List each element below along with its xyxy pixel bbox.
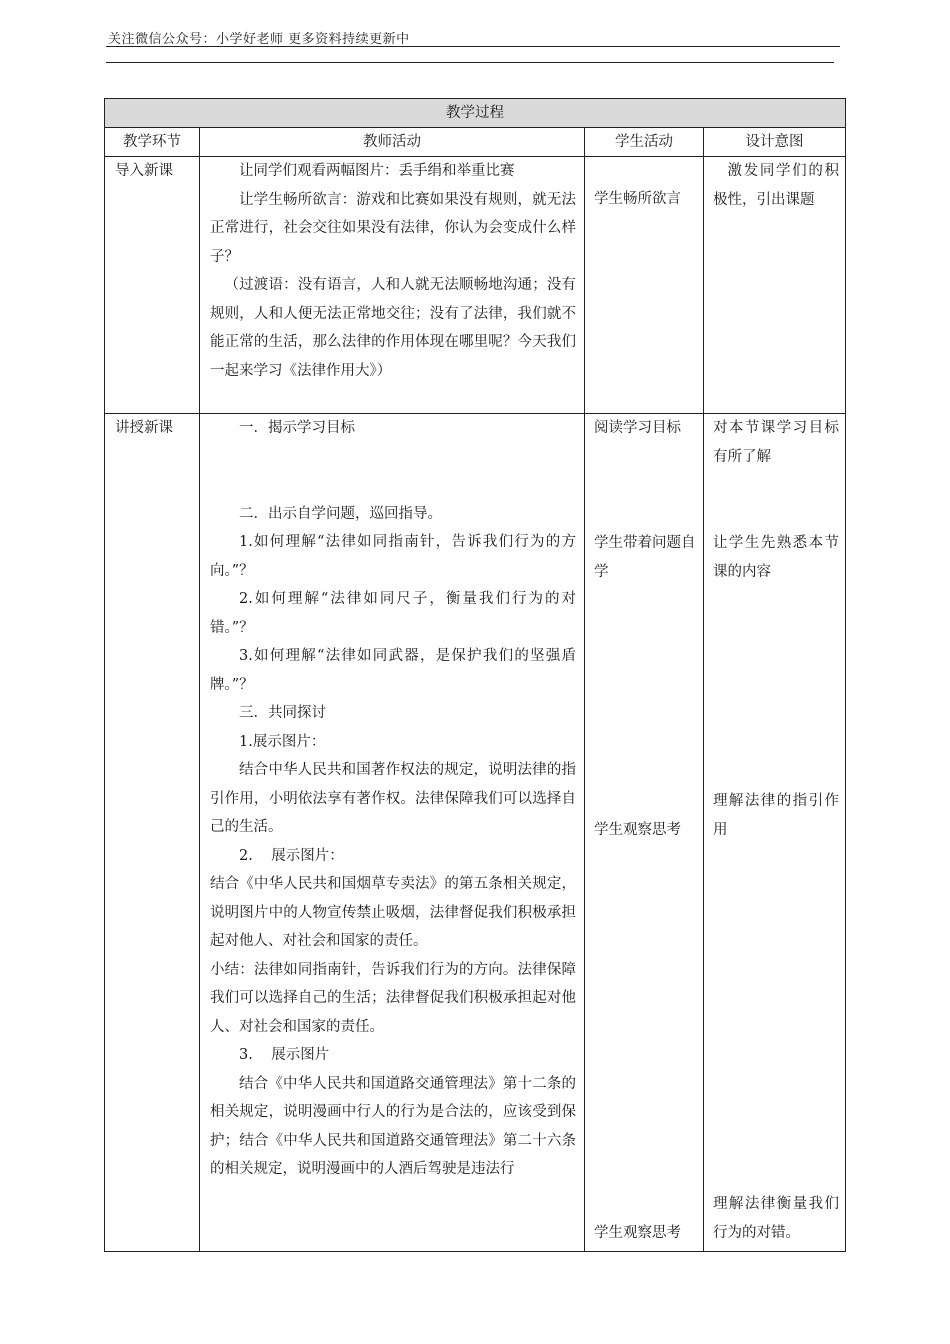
col-header-teacher: 教师活动: [363, 134, 421, 150]
student-cell-self-study: 学生带着问题自学: [594, 535, 696, 580]
intent-cell-guide: 理解法律的指引作用: [713, 793, 839, 838]
teacher-text: 结合《中华人民共和国道路交通管理法》第十二条的相关规定，说明漫画中行人的行为是合法的，应该受到保护；结合《中华人民共和国道路交通管理法》第二十六条的相关规定，说明漫画中的人酒后驾驶是违法行: [210, 1075, 576, 1177]
stage-cell-intro: 导入新课: [115, 163, 173, 179]
header-rule-top: [106, 46, 840, 47]
teaching-process-table: [104, 98, 846, 1252]
teacher-text: 1.展示图片：: [239, 733, 326, 750]
student-cell-observe-2: 学生观察思考: [594, 1225, 681, 1241]
teacher-text: （过渡语：没有语言，人和人就无法顺畅地沟通；没有规则，人和人便无法正常地交往；没有了法律，我们就不能正常的生活，那么法律的作用体现在哪里呢？今天我们一起来学习《法律作用大》）: [210, 277, 576, 379]
teacher-text: 结合《中华人民共和国烟草专卖法》的第五条相关规定，说明图片中的人物宣传禁止吸烟，法律督促我们积极承担起对他人、对社会和国家的责任。: [210, 876, 576, 949]
col-header-stage: 教学环节: [123, 134, 181, 150]
teacher-text: 2. 展示图片：: [239, 847, 344, 864]
teacher-text: 3.如何理解“法律如同武器，是保护我们的坚强盾牌。”？: [210, 648, 576, 693]
teacher-text: 小结：法律如同指南针，告诉我们行为的方向。法律保障我们可以选择自己的生活；法律督促我们积极承担起对他人、对社会和国家的责任。: [210, 961, 576, 1035]
teacher-text: 3. 展示图片: [239, 1047, 330, 1063]
teacher-cell-intro: [210, 157, 576, 385]
teacher-text: 结合中华人民共和国著作权法的规定，说明法律的指引作用，小明依法享有著作权。法律保障我们可以选择自己的生活。: [210, 762, 576, 835]
intent-cell-goals: 对本节课学习目标有所了解: [713, 420, 839, 465]
teacher-cell-new-lesson: [210, 414, 576, 1184]
intent-cell-intro: [713, 157, 839, 214]
teacher-text: 1.如何理解“法律如同指南针，告诉我们行为的方向。”？: [210, 534, 576, 579]
intent-cell-measure: 理解法律衡量我们行为的对错。: [713, 1196, 839, 1241]
teacher-text: 2.如何理解“法律如同尺子，衡量我们行为的对错。”？: [210, 591, 576, 636]
teacher-text: 让同学们观看两幅图片：丢手绢和举重比赛: [239, 163, 515, 179]
header-rule-bottom: [106, 62, 834, 63]
teacher-text: 让学生畅所欲言：游戏和比赛如果没有规则，就无法正常进行，社会交往如果没有法律，你认为会变成什么样子？: [210, 191, 576, 265]
stage-cell-new-lesson: 讲授新课: [115, 420, 173, 436]
col-header-intent: 设计意图: [745, 134, 804, 150]
intent-cell-familiarize: 让学生先熟悉本节课的内容: [713, 535, 839, 580]
student-cell-observe-1: 学生观察思考: [594, 822, 681, 838]
col-divider: [703, 128, 704, 1252]
page-header-text: 关注微信公众号：小学好老师 更多资料持续更新中: [108, 32, 410, 47]
col-header-student: 学生活动: [615, 134, 673, 150]
teacher-text: 二．出示自学问题，巡回指导。: [239, 505, 442, 522]
teacher-text: 三．共同探讨: [239, 705, 326, 721]
student-cell-read-goals: 阅读学习目标: [594, 420, 681, 436]
table-title: 教学过程: [105, 99, 845, 128]
student-cell-intro: 学生畅所欲言: [594, 191, 681, 207]
teacher-text: 一．揭示学习目标: [239, 420, 355, 436]
spacer: [210, 443, 576, 500]
intent-text: 激发同学们的积极性，引出课题: [713, 163, 839, 208]
col-divider: [199, 128, 200, 1252]
col-divider: [584, 128, 585, 1252]
